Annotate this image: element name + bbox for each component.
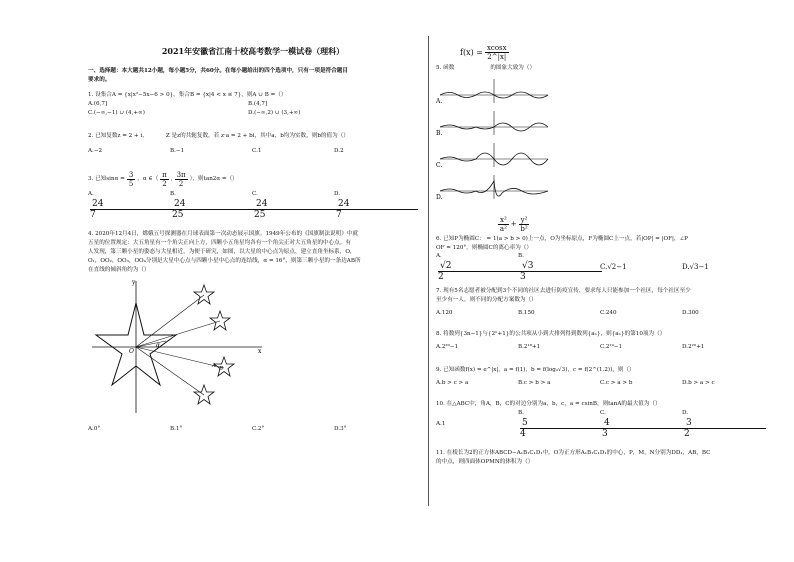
q2-stem: 2. 已知复数z = 2 + i， Z 是z的共轭复数，若 z·a = 2 + bi，其中a，b均为实数，则b的值为（）	[88, 133, 349, 139]
q6-option-a[interactable]: $A.\frac{√2}{2}$	[436, 252, 518, 282]
q7-option-c[interactable]: C.240	[600, 310, 617, 316]
q2-option-b[interactable]: B.−1	[170, 148, 185, 154]
q6-stem: 6. 已知P为椭圆C： = 1(a > b > 0)上一点，O为坐标原点，F为椭圆C上一点，若|OP| = |OF|，∠P	[436, 236, 688, 242]
q5-option-d-label[interactable]: D.	[436, 194, 443, 201]
question-11	[436, 449, 766, 467]
point-b-label: B	[219, 366, 224, 372]
point-a-label: A	[212, 363, 216, 369]
q8-option-c[interactable]: C.2¹⁹−1	[600, 344, 623, 350]
q4-option-d[interactable]: D.3°	[334, 426, 347, 432]
q4-line-2: 五星的位置规定：大五角星有一个角尖正向上方，四颗小五角星均各有一个角尖正对大五角星的中心点。有	[88, 240, 351, 246]
q11-line-2: 的中点，则四面体OPMN的体积为（）	[436, 459, 534, 465]
question-6	[436, 213, 766, 282]
small-star-1	[194, 285, 214, 304]
q5-option-b-label[interactable]: B.	[436, 130, 443, 137]
q3-option-a[interactable]: $A.\frac{24}{7}$	[88, 190, 170, 220]
question-2	[88, 132, 418, 156]
section1-header-cont: 要求的。	[88, 77, 111, 83]
q7-line-2: 至少有一人，则不同的分配方案数为（）	[436, 297, 537, 303]
q8-stem: 8. 将数列{3n−1}与{2ⁿ+1}的公共项从小到大排列得到数列{aₙ}，则{aₙ}的第10项为（）	[436, 331, 666, 337]
q5-graph-d[interactable]	[440, 175, 548, 199]
q4-line-5: 在直线的倾斜角约为（）	[88, 267, 150, 273]
q10-stem: 10. 在△ABC中，角A，B，C的对边分别为a，b，c，a = csinB，则tanA的最大值为（）	[436, 401, 661, 407]
y-axis-label: y	[132, 279, 136, 286]
q4-line-3: 人发现，第三颗小星的姿态与大星相近，为便于研究，如图，以大星的中心点为原点，建立直角坐标系，O，	[88, 249, 356, 255]
q6-option-d[interactable]: D.√3−1	[682, 262, 709, 271]
line-oo3	[136, 347, 224, 368]
question-10	[436, 400, 766, 437]
x-axis-label: x	[258, 348, 262, 355]
q7-option-d[interactable]: D.300	[682, 310, 699, 316]
question-3	[88, 168, 418, 220]
q11-line-1: 11. 在棱长为2的正方体ABCD−A₁B₁C₁D₁中，O为正方形A₁B₁C₁D₁的中心，P，M，N分别为DD₁，AB，BC	[436, 450, 711, 456]
q8-option-b[interactable]: B.2¹⁸+1	[518, 344, 541, 350]
q9-option-a[interactable]: A.b > c > a	[436, 380, 469, 386]
q6-option-c[interactable]: C.√2−1	[600, 262, 627, 271]
q5-stem: 5. 函数 的图象大致为（）	[436, 65, 536, 71]
question-4	[88, 230, 418, 434]
q1-option-d[interactable]: D.(−∞,2) ∪ (3,+∞)	[248, 110, 301, 116]
q6-option-b[interactable]: $B.\frac{√3}{3}$	[518, 252, 600, 282]
q9-stem: 9. 已知函数f(x) = e^|x|，a = f(1)，b = f(log₂√3)，c = f(2^(1.2))，则（）	[436, 367, 635, 373]
q8-option-d[interactable]: D.2²⁰+1	[682, 344, 705, 350]
q8-option-a[interactable]: A.2²⁰−1	[436, 344, 459, 350]
left-column	[88, 40, 418, 434]
line-oo4	[136, 347, 204, 395]
exam-title: 2021年安徽省江南十校高考数学一模试卷（理科）	[161, 46, 345, 56]
q4-line-1: 4. 2020年12月4日，嫦娥五号探测器在月球表面第一次动态展示国旗。1949年公布的《国旗制法说明》中就	[88, 231, 359, 237]
q1-option-c[interactable]: C.(−∞,−1) ∪ (4,+∞)	[88, 110, 145, 116]
q9-option-d[interactable]: D.b > a > c	[682, 380, 715, 386]
q3-option-c[interactable]: $C.\frac{24}{25}$	[252, 190, 334, 220]
q10-option-a[interactable]: A.1	[436, 420, 446, 427]
star-diagram	[92, 277, 272, 417]
q1-option-b[interactable]: B.(4,7]	[248, 101, 268, 107]
small-star-4	[194, 385, 214, 404]
q1-stem: 1. 设集合A = {x|x²−5x−6 > 0}，集合B = {x|4 < x ≤ 7}，则A ∪ B =（）	[88, 92, 287, 98]
origin-label: O	[129, 348, 134, 355]
q6-stem-cont: OF = 120°，则椭圆C的离心率为（）	[436, 245, 532, 251]
q3-option-d[interactable]: $D.\frac{24}{7}$	[334, 190, 416, 220]
q5-function: f(x) = $\frac{xcosx}{2\^{}|x|}$	[460, 43, 507, 61]
small-star-2	[210, 311, 230, 330]
q4-option-b[interactable]: B.1°	[170, 426, 183, 432]
q7-line-1: 7. 现有5名志愿者被分配到3个不同的社区去进行防疫宣传，要求每人只能参加一个社区，每个社区至少	[436, 288, 691, 294]
q10-option-c[interactable]: $C.\frac{4}{3}$	[600, 409, 682, 439]
q2-option-a[interactable]: A.−2	[88, 148, 103, 154]
q5-graph-options	[436, 75, 556, 209]
section1-header: 一、选择题：本大题共12小题，每小题5分，共60分。在每小题给出的四个选项中，只有一项是符合题目	[88, 68, 348, 74]
q5-option-c-label[interactable]: C.	[436, 162, 443, 169]
q10-option-b[interactable]: $B.\frac{5}{4}$	[518, 409, 600, 439]
line-oo2	[136, 321, 220, 347]
q6-ellipse: $\frac{\text{x²}}{\text{a²}}$ + $\frac{\text{y²}}{\text{b²}}$	[499, 215, 528, 233]
q2-option-d[interactable]: D.2	[334, 148, 344, 154]
q4-line-4: O₁，OO₂，OO₃，OO₄分别是大星中心点与四颗小星中心点的连结线，α = 16°，则第三颗小星的一条边AB所	[88, 258, 361, 264]
question-8	[436, 330, 766, 352]
q5-option-a-label[interactable]: A.	[436, 98, 443, 105]
q7-option-b[interactable]: B.150	[518, 310, 535, 316]
question-9	[436, 366, 766, 388]
q5-graph-c[interactable]	[440, 143, 548, 167]
q3-stem: 3. 已知sinα = $\frac{3}{5}$ ，α ∈（ $\frac{\pi}{2}$ , $\frac{3\pi}{2}$ ），则tan2α =（）	[88, 170, 238, 188]
q2-option-c[interactable]: C.1	[252, 148, 262, 154]
q3-option-b[interactable]: $B.\frac{24}{25}$	[170, 190, 252, 220]
q1-option-a[interactable]: A.(6,7]	[88, 101, 108, 107]
alpha-label: α	[156, 342, 161, 349]
question-5	[436, 40, 766, 213]
q9-option-b[interactable]: B.c > b > a	[518, 380, 551, 386]
q10-option-d[interactable]: $D.\frac{3}{2}$	[682, 409, 764, 439]
column-divider	[428, 36, 429, 506]
q4-option-c[interactable]: C.2°	[252, 426, 265, 432]
question-1	[88, 91, 418, 118]
q9-option-c[interactable]: C.c > a > b	[600, 380, 633, 386]
q7-option-a[interactable]: A.120	[436, 310, 453, 316]
right-column	[436, 40, 766, 467]
q4-option-a[interactable]: A.0°	[88, 426, 101, 432]
question-7	[436, 287, 766, 318]
q5-graph-a[interactable]	[440, 79, 548, 103]
small-star-3	[214, 357, 234, 376]
q5-graph-b[interactable]	[440, 111, 548, 135]
